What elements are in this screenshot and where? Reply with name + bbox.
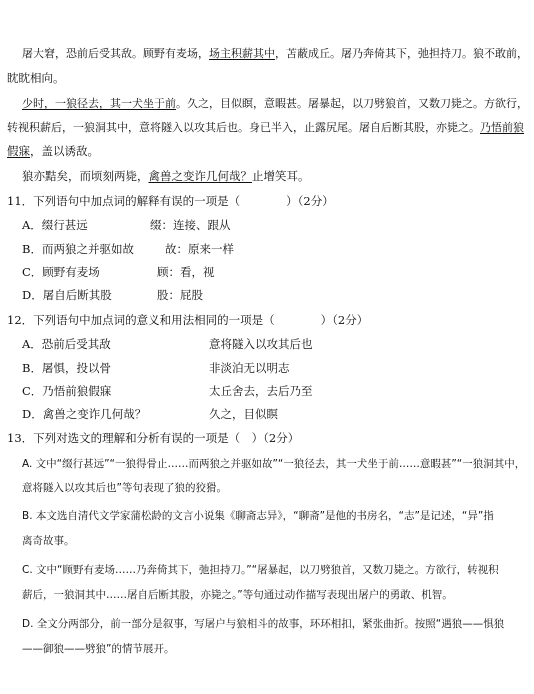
underlined-text: 乃悟前狼 — [480, 121, 524, 134]
text: ，盖以诱敌。 — [30, 144, 99, 158]
option-text: B．而两狼之并驱如故 — [22, 242, 134, 256]
passage-p2-line2 — [7, 120, 524, 136]
q11-option-d-gloss: 股：屁股 — [157, 288, 203, 302]
text: 。久之，目似瞑，意暇甚。屠暴起，以刀劈狼首，又数刀毙之。方欲行， — [176, 97, 528, 110]
q13-option-c-line2: 薪后，一狼洞其中……屠自后断其股，亦毙之。”等句通过动作描写表现出屠户的勇敢、机智。 — [22, 589, 453, 601]
q13-stem: 13．下列对选文的理解和分析有误的一项是（ ）（2分） — [7, 431, 300, 445]
q12-stem: 12．下列语句中加点词的意义和用法相同的一项是（ ）（2分） — [7, 313, 369, 327]
q12-option-a-right: 意将隧入以攻其后也 — [209, 337, 313, 351]
passage-p2-line1 — [22, 96, 528, 112]
q12-option-b-left: B．屠惧，投以骨 — [22, 361, 111, 375]
passage-p2-line3 — [7, 143, 99, 159]
q13-option-b-line2: 离奇故事。 — [22, 535, 75, 547]
underlined-text: 禽兽之变诈几何哉？ — [148, 169, 252, 183]
q11-option-b-gloss: 故：原来一样 — [165, 242, 234, 256]
q13-option-a-line2: 意将隧入以攻其后也”等句表现了狼的狡猾。 — [22, 482, 227, 494]
text: 眈眈相向。 — [7, 71, 65, 85]
q13-option-a-line1: A. 文中“缀行甚远”“一狼得骨止……而两狼之并驱如故”“一狼径去，其一犬坐于前……意暇甚”“一狼洞其中， — [22, 458, 526, 470]
q13-option-c-line1: C. 文中“顾野有麦场……乃奔倚其下，弛担持刀。”“屠暴起，以刀劈狼首，又数刀毙之。方欲行，转视积 — [22, 564, 499, 576]
option-text: C．顾野有麦场 — [22, 265, 100, 279]
q12-option-d-left: D．禽兽之变诈几何哉？ — [22, 407, 147, 421]
passage-p1-line1 — [22, 46, 528, 62]
q11-option-c-gloss: 顾：看，视 — [157, 265, 215, 279]
q12-option-c-left: C．乃悟前狼假寐 — [22, 384, 112, 398]
text: 屠大窘，恐前后受其敌。顾野有麦场， — [22, 47, 209, 60]
q11-option-c — [22, 264, 100, 280]
q11-option-a-gloss: 缀：连接、跟从 — [150, 218, 231, 232]
passage-p1-line2 — [7, 70, 65, 86]
q11-stem: 11．下列语句中加点词的解释有误的一项是（ ）（2分） — [7, 194, 334, 208]
q12-option-c-right: 太丘舍去，去后乃至 — [209, 384, 313, 398]
underlined-text: 场主积薪其中 — [209, 47, 275, 60]
option-text: A．缀行甚远 — [22, 218, 88, 232]
q12-option-a-left: A．恐前后受其敌 — [22, 337, 111, 351]
underlined-text: 少时，一狼径去，其一犬坐于前 — [22, 97, 176, 110]
q11-option-a — [22, 217, 88, 233]
q12-option-b-right: 非淡泊无以明志 — [209, 361, 290, 375]
option-text: D．屠自后断其股 — [22, 288, 112, 302]
text: ，苫蔽成丘。屠乃奔倚其下，弛担持刀。狼不敢前， — [275, 47, 528, 60]
q11-option-b — [22, 241, 134, 257]
passage-p3 — [22, 168, 310, 184]
q13-option-b-line1: B. 本文选自清代文学家蒲松龄的文言小说集《聊斋志异》，“聊斋”是他的书房名，“志”是记述，“异”指 — [22, 510, 494, 522]
q11-option-d — [22, 287, 112, 303]
q13-option-d-line2: ——御狼——劈狼”的情节展开。 — [22, 643, 175, 655]
text: 止增笑耳。 — [252, 169, 310, 183]
q12-option-d-right: 久之，目似瞑 — [209, 407, 278, 421]
text: 狼亦黠矣，而顷刻两毙， — [22, 169, 149, 183]
q13-option-d-line1: D. 全文分两部分，前一部分是叙事，写屠户与狼相斗的故事，环环相扣，紧张曲折。按照“遇狼——惧狼 — [22, 618, 505, 630]
underlined-text: 假寐 — [7, 144, 30, 158]
text: 转视积薪后，一狼洞其中，意将隧入以攻其后也。身已半入，止露尻尾。屠自后断其股，亦毙之。 — [7, 121, 480, 134]
